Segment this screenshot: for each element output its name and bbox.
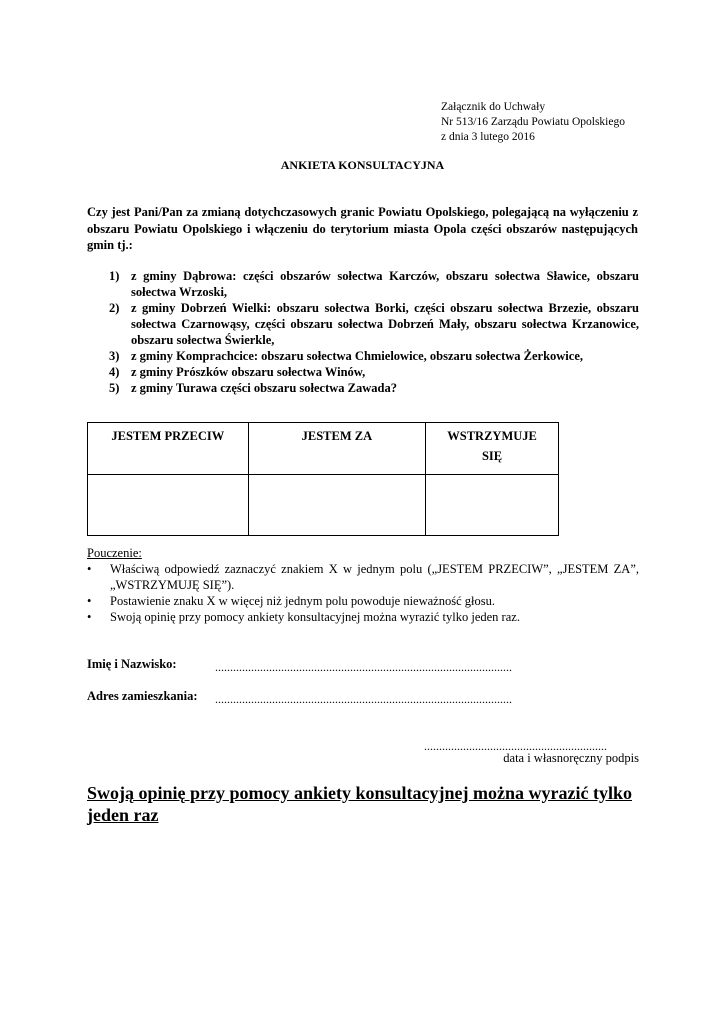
- list-item-text: z gminy Dobrzeń Wielki: obszaru sołectwa Borki, części obszaru sołectwa Brzezie, obszaru sołectwa Czarnowąsy, części obszaru sołectwa Dobrzeń Mały, obszaru sołectwa Krzanowice, obszaru sołectwa Świerkle,: [131, 301, 639, 347]
- list-item-text: z gminy Prószków obszaru sołectwa Winów,: [131, 365, 366, 379]
- header-line-1: Załącznik do Uchwały: [441, 101, 546, 113]
- list-item-number: 4): [109, 365, 120, 379]
- list-item: [109, 268, 639, 300]
- survey-question: Czy jest Pani/Pan za zmianą dotychczasowych granic Powiatu Opolskiego, polegającą na wyłączeniu z obszaru Powiatu Opolskiego i włączeniu do terytorium miasta Opola części obszarów następujących gmin tj.:: [87, 205, 638, 252]
- bullet-icon: •: [87, 562, 92, 576]
- bullet-icon: •: [87, 610, 92, 624]
- header-for: JESTEM ZA: [248, 423, 426, 475]
- header-against: JESTEM PRZECIW: [88, 423, 249, 475]
- address-field[interactable]: ...................................................................................................: [215, 692, 512, 706]
- list-item-number: 5): [109, 381, 120, 395]
- list-item-number: 3): [109, 349, 120, 363]
- instructions-list: [87, 561, 639, 625]
- instructions-title: Pouczenie:: [87, 546, 142, 560]
- list-item: [87, 609, 639, 625]
- header-abstain: [426, 423, 559, 475]
- header-abstain-line-2: SIĘ: [481, 449, 503, 463]
- signature-field[interactable]: .............................................................: [424, 739, 607, 753]
- address-label: Adres zamieszkania:: [87, 689, 198, 703]
- vote-cell-against[interactable]: [88, 475, 249, 536]
- instruction-text: Swoją opinię przy pomocy ankiety konsultacyjnej można wyrazić tylko jeden raz.: [110, 610, 520, 624]
- list-item: [109, 364, 639, 380]
- list-item-number: 2): [109, 301, 120, 315]
- list-item-text: z gminy Dąbrowa: części obszarów sołectwa Karczów, obszaru sołectwa Sławice, obszaru sołectwa Wrzoski,: [131, 269, 639, 299]
- instruction-text: Właściwą odpowiedź zaznaczyć znakiem X w jednym polu („JESTEM PRZECIW”, „JESTEM ZA”, „WSTRZYMUJĘ SIĘ”).: [110, 562, 639, 592]
- bullet-icon: •: [87, 594, 92, 608]
- municipality-list: [109, 268, 639, 396]
- name-label: Imię i Nazwisko:: [87, 657, 177, 671]
- list-item: [87, 593, 639, 609]
- vote-cell-for[interactable]: [248, 475, 426, 536]
- page-title: ANKIETA KONSULTACYJNA: [280, 158, 445, 172]
- vote-table: [87, 422, 559, 536]
- header-line-3: z dnia 3 lutego 2016: [441, 131, 535, 143]
- signature-label: data i własnoręczny podpis: [503, 751, 639, 765]
- list-item: [109, 300, 639, 348]
- attachment-header: [441, 100, 625, 145]
- instruction-text: Postawienie znaku X w więcej niż jednym polu powoduje nieważność głosu.: [110, 594, 495, 608]
- vote-cell-abstain[interactable]: [426, 475, 559, 536]
- list-item: [109, 380, 639, 396]
- footer-note: Swoją opinię przy pomocy ankiety konsultacyjnej można wyrazić tylko jeden raz: [87, 783, 632, 825]
- name-field[interactable]: ...................................................................................................: [215, 660, 512, 674]
- list-item-number: 1): [109, 269, 120, 283]
- list-item-text: z gminy Komprachcice: obszaru sołectwa Chmielowice, obszaru sołectwa Żerkowice,: [131, 349, 583, 363]
- header-line-2: Nr 513/16 Zarządu Powiatu Opolskiego: [441, 116, 625, 128]
- list-item: [87, 561, 639, 593]
- header-abstain-line-1: WSTRZYMUJE: [447, 429, 537, 443]
- list-item: [109, 348, 639, 364]
- list-item-text: z gminy Turawa części obszaru sołectwa Zawada?: [131, 381, 397, 395]
